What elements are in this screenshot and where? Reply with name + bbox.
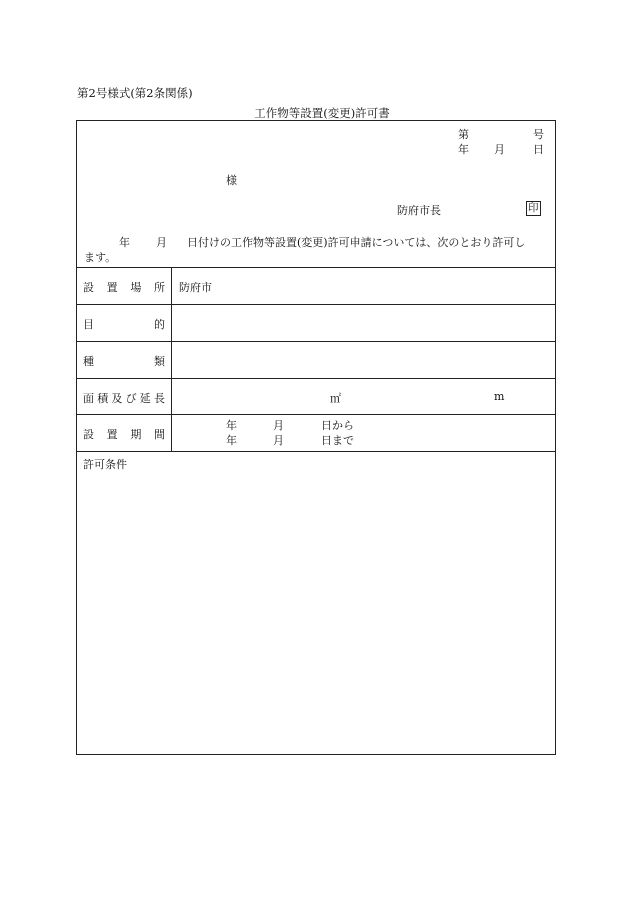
label-area-length: 面 積 及 び 延 長	[83, 392, 165, 405]
number-suffix: 号	[533, 128, 544, 141]
notice-text-cont: ます。	[84, 251, 117, 264]
date-year: 年	[458, 143, 469, 156]
date-month: 月	[494, 143, 505, 156]
issuer-name: 防府市長	[397, 204, 441, 217]
row-divider	[77, 267, 555, 268]
area-unit: ㎡	[330, 392, 341, 405]
seal-mark: 印	[528, 202, 539, 214]
conditions-label: 許可条件	[83, 458, 127, 471]
label-purpose: 目 的	[83, 318, 165, 331]
label-period: 設 置 期 間	[83, 428, 165, 441]
number-prefix: 第	[458, 128, 469, 141]
date-day: 日	[533, 143, 544, 156]
row-divider	[77, 304, 555, 305]
row-divider	[77, 378, 555, 379]
document-title: 工作物等設置(変更)許可書	[254, 106, 390, 120]
period-start-year: 年	[226, 419, 237, 432]
notice-text: 日付けの工作物等設置(変更)許可申請については、次のとおり許可し	[187, 236, 526, 249]
period-end-year: 年	[226, 434, 237, 447]
column-divider	[171, 267, 172, 451]
form-number: 第2号様式(第2条関係)	[77, 86, 193, 100]
permit-form	[76, 120, 556, 755]
notice-year: 年	[119, 236, 130, 249]
period-end-month: 月	[273, 434, 284, 447]
location-value: 防府市	[179, 281, 212, 294]
notice-month: 月	[156, 236, 167, 249]
period-start-month: 月	[273, 419, 284, 432]
label-location: 設 置 場 所	[83, 281, 165, 294]
period-start-day: 日から	[321, 419, 354, 432]
row-divider	[77, 341, 555, 342]
label-kind: 種 類	[83, 355, 165, 368]
row-divider	[77, 414, 555, 415]
length-unit: m	[494, 390, 505, 403]
addressee-honorific: 様	[226, 174, 237, 187]
row-divider	[77, 451, 555, 452]
period-end-day: 日まで	[321, 434, 354, 447]
